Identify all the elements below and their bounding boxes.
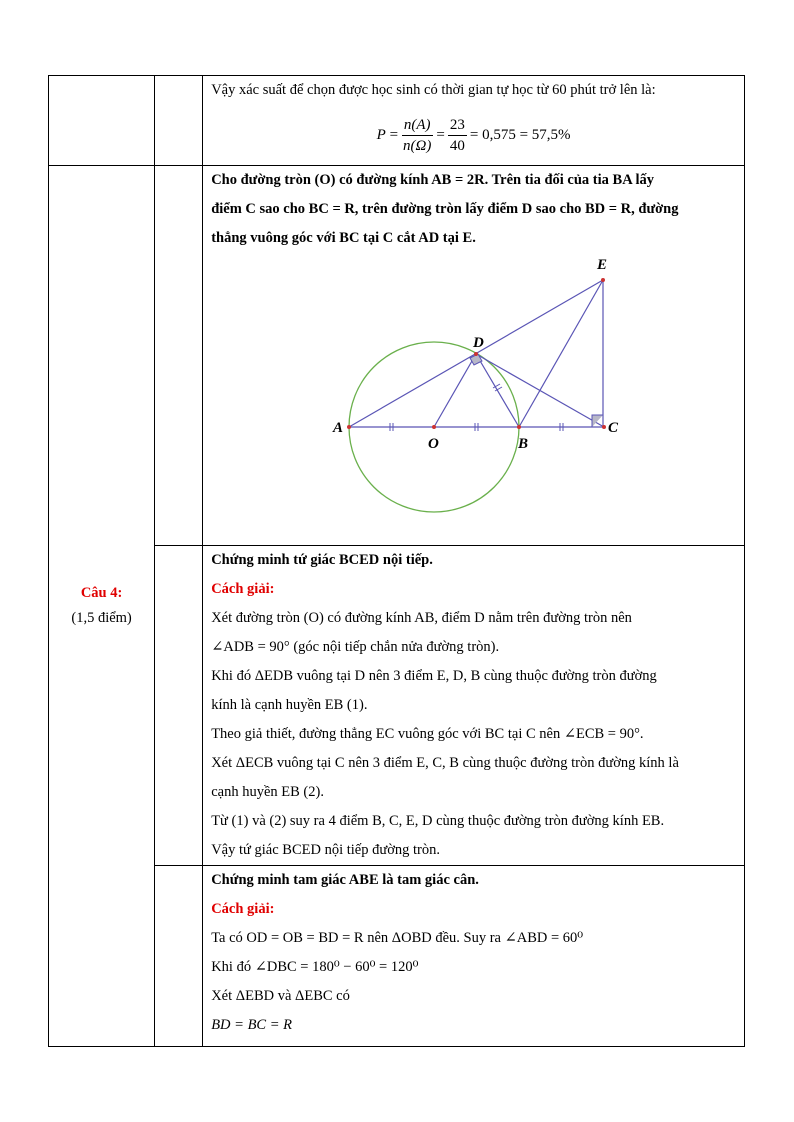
row-probability [49,76,745,166]
label-e: E [597,257,608,273]
solution-table [48,75,745,1047]
geometry-svg [203,253,743,545]
question-points: (1,5 điểm) [71,610,132,626]
part-b-line-3: Xét ΔEBD và ΔEBC có [211,988,350,1004]
part-b-cell [203,866,745,1047]
fraction-1: $\frac{n(A)}{n(\Omega)}$ [403,116,432,154]
question-label-cell [49,166,155,1047]
part-a-line-8: Từ (1) và (2) suy ra 4 điểm B, C, E, D cùng thuộc đường tròn đường kính EB. [211,813,665,829]
empty-cell [155,166,203,546]
line-eb [519,280,603,427]
label-a: A [333,420,344,436]
statement-cell [203,166,745,546]
empty-cell [49,76,155,166]
tick-marks [390,384,563,431]
empty-cell [155,76,203,166]
label-d: D [473,335,485,351]
part-b-method: Cách giải: [211,901,275,917]
question-label: Câu 4: [80,585,123,601]
probability-formula: P = $\frac{n(A)}{n(\Omega)}$ = $\frac{23}{40}$ = 0,575 = 57,5% [376,116,571,154]
label-c: C [608,420,619,436]
empty-cell [155,866,203,1047]
statement-line-1: Cho đường tròn (O) có đường kính AB = 2R. Trên tia đối của tia BA lấy [211,172,655,188]
part-a-cell [203,546,745,866]
probability-cell [203,76,745,166]
label-o: O [428,436,440,452]
row-statement [49,166,745,546]
part-a-line-4: kính là cạnh huyền EB (1). [211,697,368,713]
part-b-line-2: Khi đó ∠DBC = 180⁰ − 60⁰ = 120⁰ [211,959,419,975]
part-a-line-5: Theo giả thiết, đường thẳng EC vuông góc với BC tại C nên ∠ECB = 90°. [211,726,644,742]
part-a-line-9: Vậy tứ giác BCED nội tiếp đường tròn. [211,842,440,858]
formula-result: = 0,575 = 57,5% [469,126,571,143]
probability-text: Vậy xác suất để chọn được học sinh có thời gian tự học từ 60 phút trở lên là: [211,82,656,98]
part-a-line-1: Xét đường tròn (O) có đường kính AB, điểm D nằm trên đường tròn nên [211,610,632,626]
part-a-line-7: cạnh huyền EB (2). [211,784,324,800]
part-a-line-6: Xét ΔECB vuông tại C nên 3 điểm E, C, B cùng thuộc đường tròn đường kính là [211,755,679,771]
part-a-line-2: ∠ADB = 90° (góc nội tiếp chắn nửa đường tròn). [211,639,500,655]
line-db [476,354,519,427]
statement-line-3: thẳng vuông góc với BC tại C cắt AD tại E. [211,230,476,246]
line-od [434,354,476,427]
part-b-line-4: BD = BC = R [211,1017,292,1033]
part-a-title: Chứng minh tứ giác BCED nội tiếp. [211,552,433,568]
part-b-line-1: Ta có OD = OB = BD = R nên ΔOBD đều. Suy ra ∠ABD = 60⁰ [211,930,584,946]
formula-lhs: P [376,126,386,143]
statement-line-2: điểm C sao cho BC = R, trên đường tròn lấy điểm D sao cho BD = R, đường [211,201,679,217]
empty-cell [155,546,203,866]
fraction-2: $\frac{23}{40}$ [449,116,465,154]
part-a-method: Cách giải: [211,581,275,597]
part-a-line-3: Khi đó ΔEDB vuông tại D nên 3 điểm E, D, B cùng thuộc đường tròn đường [211,668,657,684]
label-b: B [518,436,529,452]
part-b-title: Chứng minh tam giác ABE là tam giác cân. [211,872,479,888]
geometry-figure [203,253,744,545]
